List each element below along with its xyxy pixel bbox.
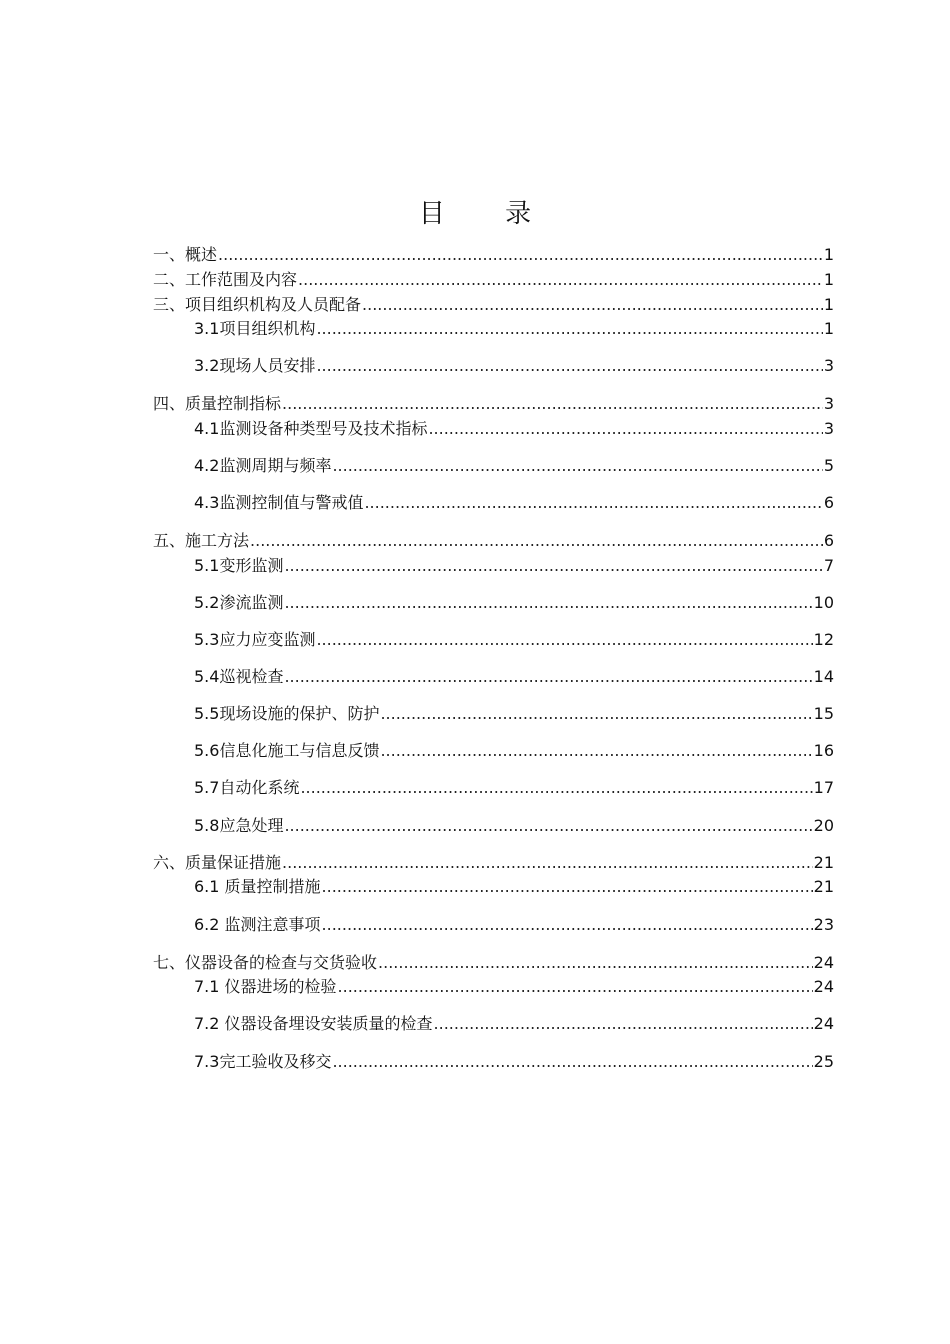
toc-entry[interactable] bbox=[194, 1013, 834, 1035]
leader-dots bbox=[300, 777, 812, 799]
leader-dots bbox=[284, 592, 812, 614]
toc-entry-page: 3 bbox=[823, 419, 834, 438]
toc-entry-page: 12 bbox=[813, 630, 834, 649]
toc-entry-page: 3 bbox=[823, 356, 834, 375]
toc-entry-label: 7.2 仪器设备埋设安装质量的检查 bbox=[194, 1014, 433, 1033]
toc-entry-page: 3 bbox=[823, 394, 834, 413]
toc-entry-label: 7.3完工验收及移交 bbox=[194, 1052, 332, 1071]
toc-entry-label: 七、仪器设备的检查与交货验收 bbox=[153, 953, 378, 972]
toc-entry-label: 四、质量控制指标 bbox=[153, 394, 282, 413]
leader-dots bbox=[316, 318, 822, 340]
toc-entry-page: 6 bbox=[823, 531, 834, 550]
toc-entry[interactable] bbox=[194, 876, 834, 898]
leader-dots bbox=[282, 852, 813, 874]
toc-entry[interactable] bbox=[194, 592, 834, 614]
toc-entry-page: 24 bbox=[813, 953, 834, 972]
toc-entry-page: 1 bbox=[823, 319, 834, 338]
leader-dots bbox=[322, 914, 813, 936]
toc-entry[interactable] bbox=[194, 914, 834, 936]
leader-dots bbox=[284, 666, 812, 688]
toc-entry[interactable] bbox=[153, 269, 834, 291]
toc-entry[interactable] bbox=[153, 244, 834, 266]
toc-entry[interactable] bbox=[153, 393, 834, 415]
leader-dots bbox=[316, 355, 822, 377]
leader-dots bbox=[250, 530, 823, 552]
toc-entry[interactable] bbox=[194, 777, 834, 799]
toc-entry[interactable] bbox=[194, 666, 834, 688]
toc-entry-page: 1 bbox=[823, 245, 834, 264]
leader-dots bbox=[362, 294, 823, 316]
toc-entry-page: 21 bbox=[813, 877, 834, 896]
leader-dots bbox=[298, 269, 823, 291]
toc-entry-label: 6.1 质量控制措施 bbox=[194, 877, 321, 896]
leader-dots bbox=[332, 455, 822, 477]
toc-entry-label: 5.8应急处理 bbox=[194, 816, 284, 835]
toc-entry-page: 5 bbox=[823, 456, 834, 475]
toc-entry[interactable] bbox=[153, 952, 834, 974]
toc-entry-label: 二、工作范围及内容 bbox=[153, 270, 298, 289]
toc-entry-label: 3.2现场人员安排 bbox=[194, 356, 316, 375]
toc-entry-page: 1 bbox=[823, 295, 834, 314]
leader-dots bbox=[364, 492, 822, 514]
toc-entry-label: 6.2 监测注意事项 bbox=[194, 915, 321, 934]
toc-entry-label: 7.1 仪器进场的检验 bbox=[194, 977, 337, 996]
leader-dots bbox=[338, 976, 813, 998]
toc-entry-label: 4.3监测控制值与警戒值 bbox=[194, 493, 364, 512]
toc-entry-label: 5.3应力应变监测 bbox=[194, 630, 316, 649]
toc-entry-label: 五、施工方法 bbox=[153, 531, 250, 550]
toc-entry[interactable] bbox=[194, 555, 834, 577]
leader-dots bbox=[316, 629, 812, 651]
toc-entry[interactable] bbox=[153, 294, 834, 316]
toc-entry[interactable] bbox=[194, 1051, 834, 1073]
toc-entry[interactable] bbox=[194, 976, 834, 998]
toc-entry[interactable] bbox=[194, 418, 834, 440]
toc-entry[interactable] bbox=[194, 815, 834, 837]
toc-entry[interactable] bbox=[153, 530, 834, 552]
leader-dots bbox=[284, 555, 822, 577]
leader-dots bbox=[284, 815, 812, 837]
toc-entry-label: 4.2监测周期与频率 bbox=[194, 456, 332, 475]
toc-entry-label: 5.2渗流监测 bbox=[194, 593, 284, 612]
toc-entry-label: 4.1监测设备种类型号及技术指标 bbox=[194, 419, 428, 438]
toc-entry-label: 六、质量保证措施 bbox=[153, 853, 282, 872]
leader-dots bbox=[332, 1051, 812, 1073]
page-title: 目 录 bbox=[418, 199, 558, 229]
leader-dots bbox=[380, 703, 812, 725]
toc-entry-label: 三、项目组织机构及人员配备 bbox=[153, 295, 362, 314]
toc-entry-label: 5.6信息化施工与信息反馈 bbox=[194, 741, 380, 760]
toc-entry-page: 17 bbox=[813, 778, 834, 797]
toc-entry-page: 6 bbox=[823, 493, 834, 512]
toc-entry[interactable] bbox=[194, 492, 834, 514]
toc-entry-page: 14 bbox=[813, 667, 834, 686]
toc-entry[interactable] bbox=[194, 629, 834, 651]
leader-dots bbox=[322, 876, 813, 898]
leader-dots bbox=[218, 244, 823, 266]
toc-entry[interactable] bbox=[194, 355, 834, 377]
toc-entry-label: 一、概述 bbox=[153, 245, 218, 264]
toc-entry-page: 10 bbox=[813, 593, 834, 612]
toc-entry-page: 1 bbox=[823, 270, 834, 289]
toc-entry[interactable] bbox=[194, 318, 834, 340]
toc-entry-page: 15 bbox=[813, 704, 834, 723]
toc-entry[interactable] bbox=[194, 455, 834, 477]
leader-dots bbox=[378, 952, 813, 974]
toc-entry-page: 25 bbox=[813, 1052, 834, 1071]
toc-entry-label: 5.7自动化系统 bbox=[194, 778, 300, 797]
toc-entry[interactable] bbox=[153, 852, 834, 874]
toc-entry-page: 16 bbox=[813, 741, 834, 760]
toc-entry-page: 7 bbox=[823, 556, 834, 575]
leader-dots bbox=[428, 418, 822, 440]
toc-entry-label: 3.1项目组织机构 bbox=[194, 319, 316, 338]
toc-entry-page: 21 bbox=[813, 853, 834, 872]
toc-entry[interactable] bbox=[194, 703, 834, 725]
toc-entry-page: 20 bbox=[813, 816, 834, 835]
toc-entry-page: 23 bbox=[813, 915, 834, 934]
toc-entry-page: 24 bbox=[813, 1014, 834, 1033]
toc-entry-label: 5.4巡视检查 bbox=[194, 667, 284, 686]
toc-entry-label: 5.1变形监测 bbox=[194, 556, 284, 575]
leader-dots bbox=[434, 1013, 813, 1035]
toc-entry-label: 5.5现场设施的保护、防护 bbox=[194, 704, 380, 723]
toc-entry[interactable] bbox=[194, 740, 834, 762]
toc-entry-page: 24 bbox=[813, 977, 834, 996]
leader-dots bbox=[282, 393, 823, 415]
leader-dots bbox=[380, 740, 812, 762]
